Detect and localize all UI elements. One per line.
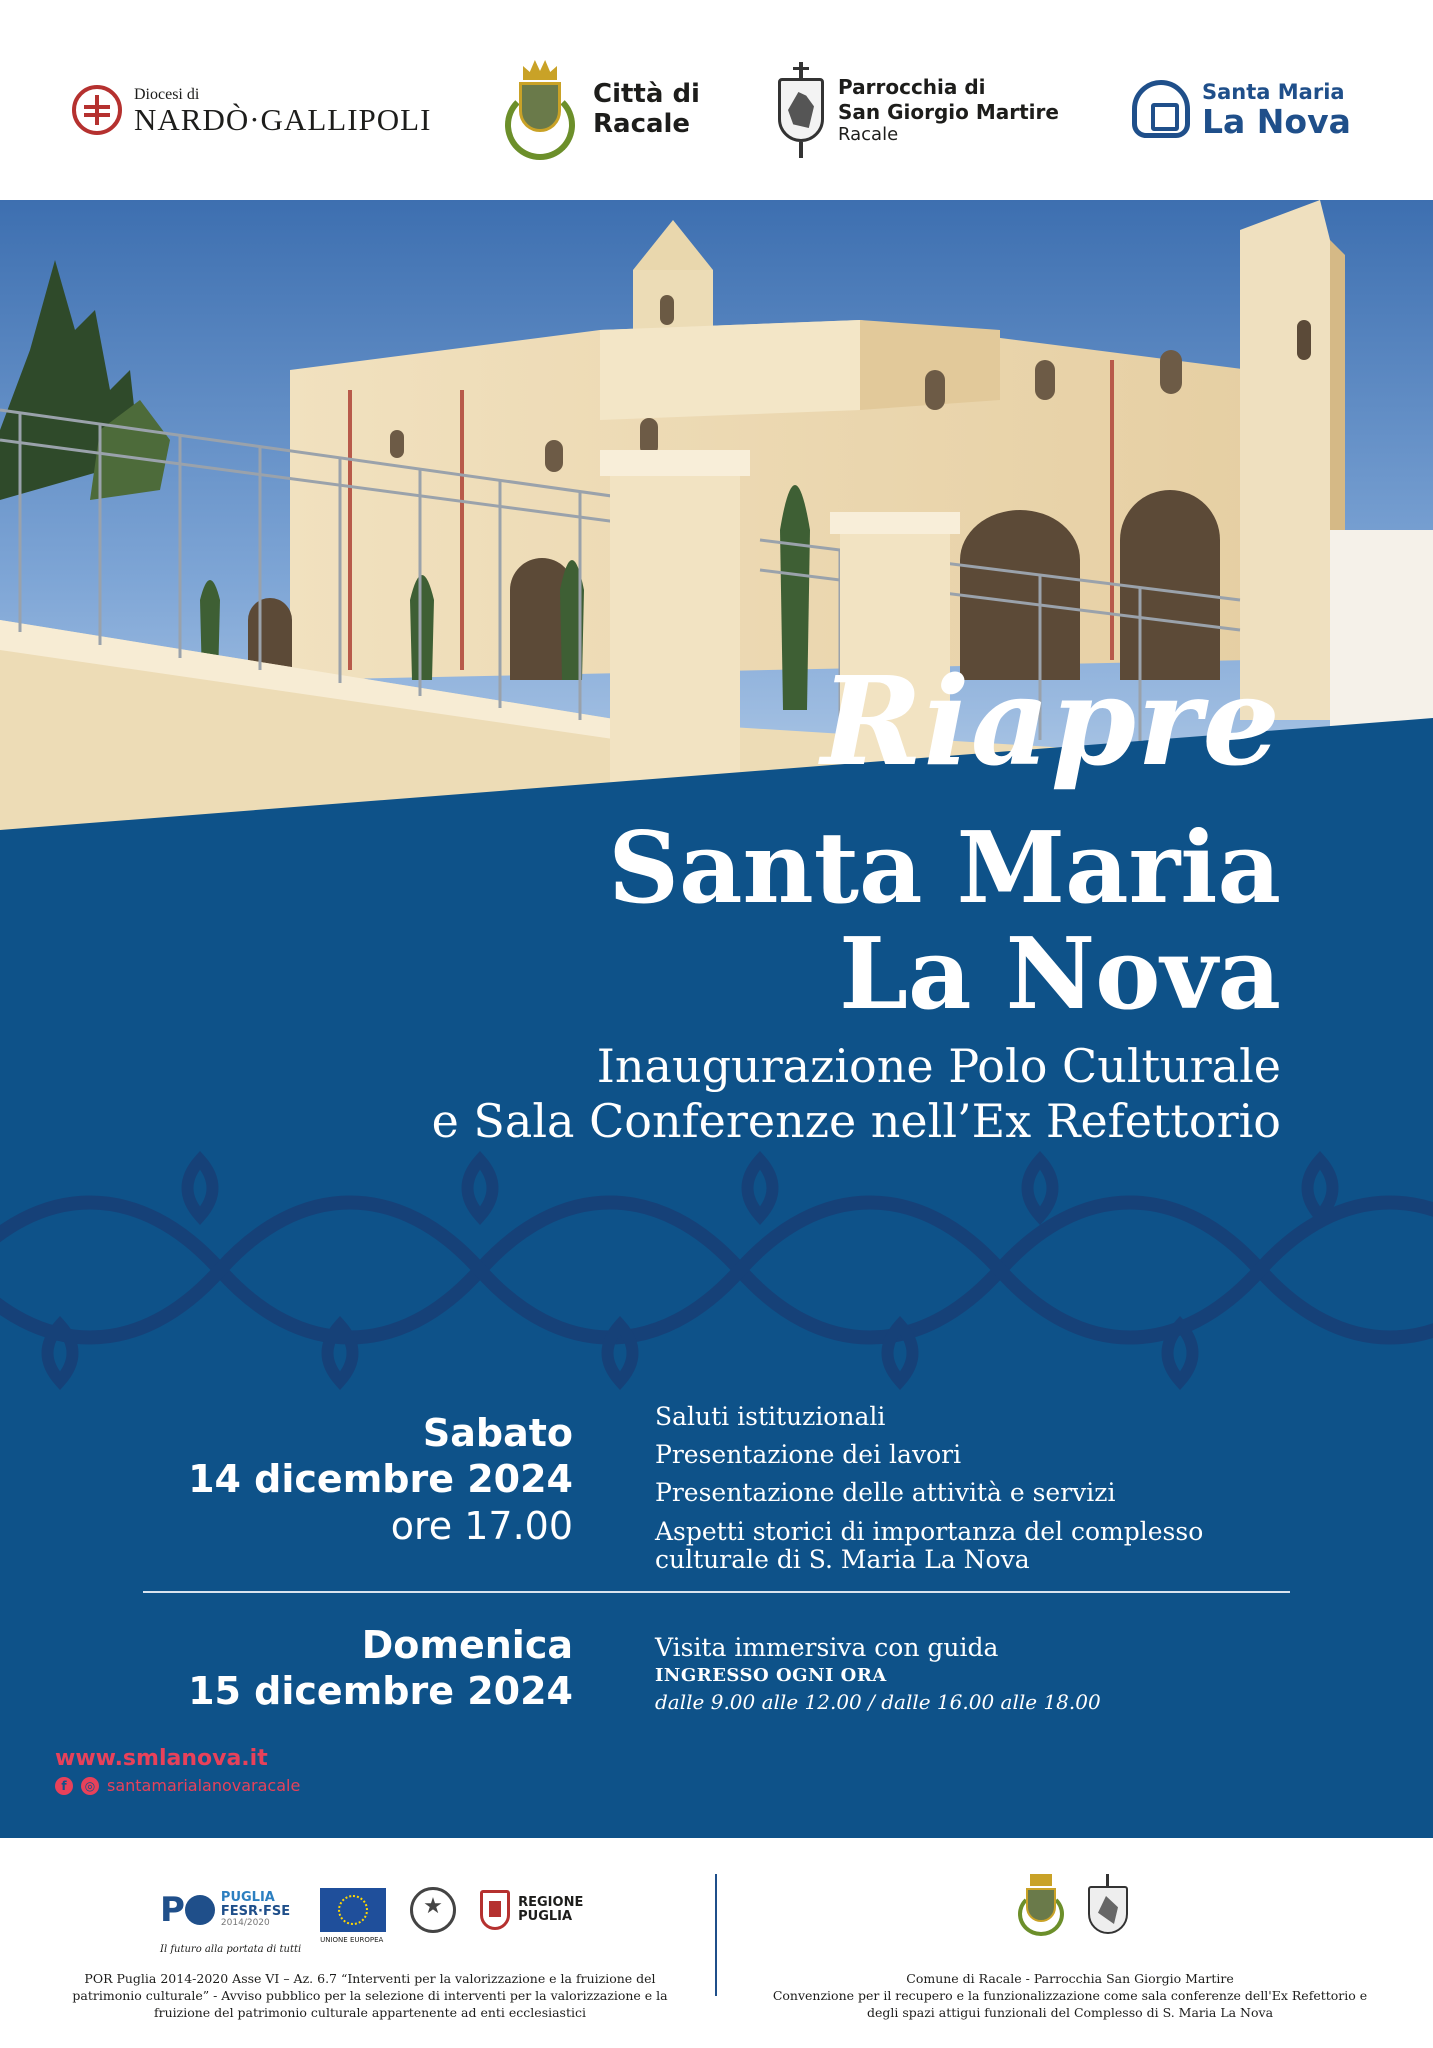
santa-maria-mark-icon (1132, 80, 1190, 138)
regione-line1: REGIONE (518, 1894, 584, 1910)
parrocchia-label-line1: Parrocchia di (838, 75, 986, 100)
citta-label-line1: Città di (593, 79, 700, 110)
sunday-date: 15 dicembre 2024 (188, 1669, 573, 1714)
funding-footer (0, 1838, 1433, 2048)
saturday-date-block (188, 1410, 573, 1549)
citta-racale-logo (505, 60, 700, 160)
racale-crest-icon (505, 60, 575, 160)
visit-title: Visita immersiva con guida (655, 1633, 999, 1662)
citta-label-line2: Racale (593, 109, 691, 139)
footer-crests (1018, 1874, 1128, 1936)
subtitle-line2: e Sala Conferenze nell’Ex Refettorio (431, 1094, 1281, 1148)
diocesi-logo (72, 85, 431, 135)
por-p-letter: P (160, 1890, 185, 1930)
social-handle-text: santamarialanovaracale (107, 1776, 301, 1795)
eu-flag-icon (320, 1888, 386, 1944)
por-line3: 2014/2020 (220, 1918, 270, 1929)
schedule-divider (143, 1591, 1290, 1593)
program-item: Aspetti storici di importanza del complesso culturale di S. Maria La Nova (655, 1517, 1204, 1574)
patriarchal-cross-icon (72, 85, 122, 135)
saturday-program-list (655, 1398, 1275, 1574)
smln-label-line1: Santa Maria (1202, 80, 1345, 105)
saturday-day: Sabato (422, 1411, 573, 1455)
program-item: Saluti istituzionali (655, 1402, 886, 1431)
santa-maria-la-nova-logo (1132, 80, 1351, 141)
instagram-icon[interactable]: ◎ (81, 1777, 99, 1795)
main-title-line2: La Nova (839, 917, 1281, 1032)
regione-shield-icon (480, 1890, 510, 1930)
convention-line2: Convenzione per il recupero e la funzionalizzazione come sala conferenze dell'Ex Refettorio e degli spazi attigui funzionali del Complesso di S. Maria La Nova (772, 1988, 1368, 2020)
chain-ornament (0, 1150, 1433, 1390)
funding-note: POR Puglia 2014-2020 Asse VI – Az. 6.7 “Interventi per la valorizzazione e la fruizione del patrimonio culturale” - Avviso pubblico per la selezione di interventi per la valorizzazione e la fruizione del patrimonio culturale appartenente ad enti ecclesiastici (72, 1971, 668, 2020)
sunday-day: Domenica (361, 1623, 573, 1667)
san-giorgio-shield-icon (1088, 1874, 1128, 1936)
regione-puglia-logo (480, 1890, 583, 1930)
social-handle[interactable] (55, 1776, 300, 1795)
sunday-date-block (188, 1622, 573, 1715)
parrocchia-label-line2: San Giorgio Martire (838, 99, 1059, 124)
footer-divider (715, 1874, 717, 1996)
san-giorgio-shield-icon (778, 62, 824, 158)
visit-hours: dalle 9.00 alle 12.00 / dalle 16.00 alle 18.00 (655, 1690, 1101, 1714)
funding-logos (160, 1878, 584, 1955)
diocesi-label-small: Diocesi di (134, 85, 200, 103)
convention-line1: Comune di Racale - Parrocchia San Giorgio Martire (906, 1971, 1234, 1986)
saturday-date: 14 dicembre 2024 (188, 1457, 573, 1502)
parrocchia-logo (778, 62, 1059, 158)
por-puglia-logo (160, 1889, 302, 1955)
eu-label: UNIONE EUROPEA (320, 1936, 384, 1944)
saturday-time: ore 17.00 (390, 1503, 573, 1548)
italian-republic-emblem-icon (410, 1887, 456, 1933)
program-item: Presentazione dei lavori (655, 1440, 962, 1469)
riapre-heading: Riapre (821, 649, 1281, 793)
diocesi-label-big: NARDÒ·GALLIPOLI (134, 101, 432, 137)
facebook-icon[interactable]: f (55, 1777, 73, 1795)
racale-crest-icon (1018, 1874, 1064, 1936)
program-item: Presentazione delle attività e servizi (655, 1478, 1116, 1507)
sunday-visit-info (655, 1632, 1295, 1716)
website-link[interactable]: www.smlanova.it (55, 1746, 268, 1771)
por-line1: PUGLIA (220, 1889, 275, 1905)
por-dot-icon (185, 1895, 215, 1925)
partner-logos-header (0, 0, 1433, 200)
smln-label-line2: La Nova (1202, 101, 1351, 141)
main-title-line1: Santa Maria (608, 811, 1281, 926)
por-line2: FESR·FSE (220, 1904, 291, 1920)
visit-entry: INGRESSO OGNI ORA (655, 1665, 887, 1686)
parrocchia-label-line3: Racale (838, 123, 899, 145)
subtitle-line1: Inaugurazione Polo Culturale (596, 1039, 1281, 1093)
convention-note (760, 1970, 1380, 2021)
regione-line2: PUGLIA (518, 1909, 573, 1924)
por-tagline: Il futuro alla portata di tutti (160, 1944, 302, 1955)
